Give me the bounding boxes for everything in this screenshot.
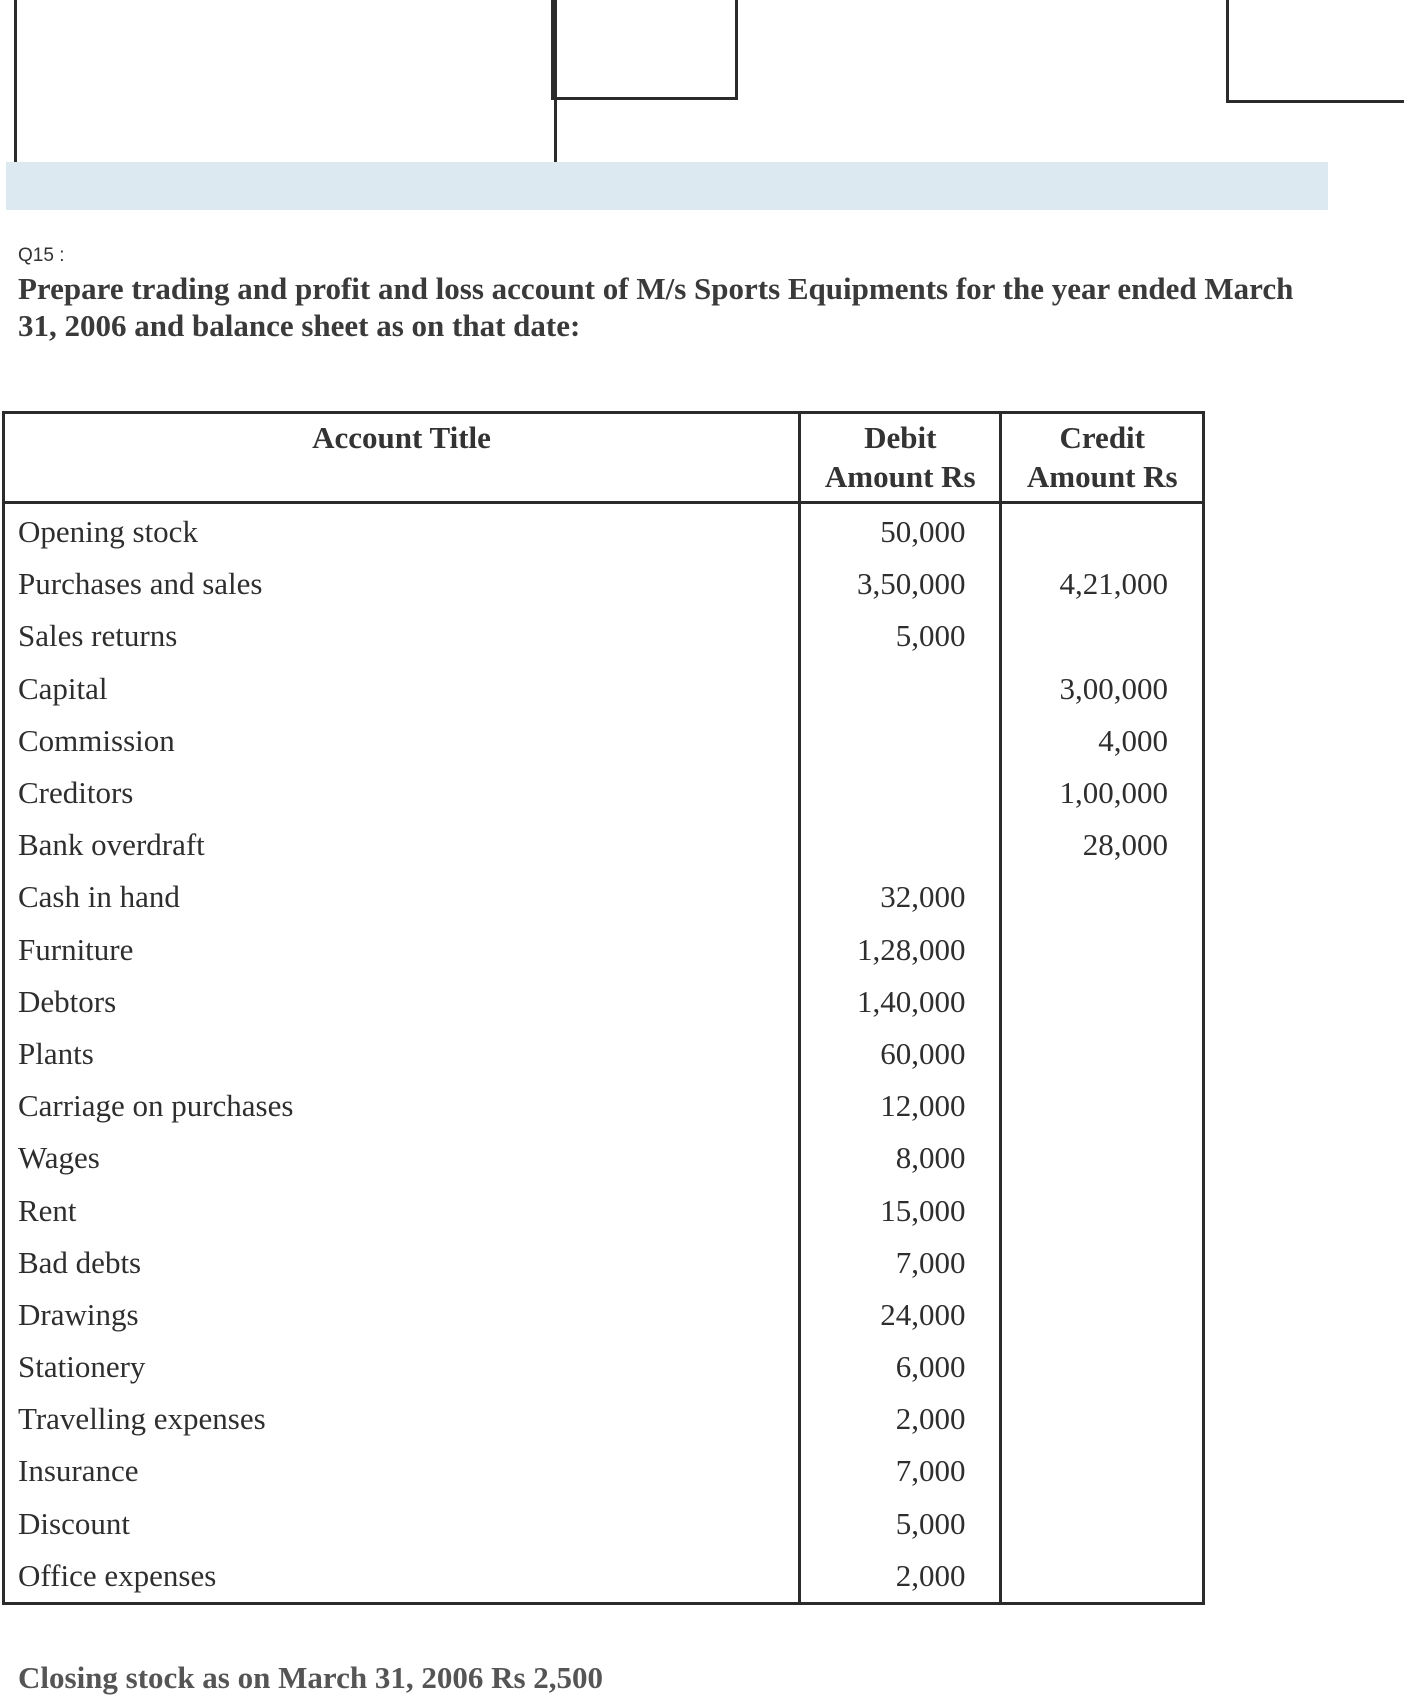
credit-amount-cell: [1001, 1028, 1204, 1080]
account-title-cell: Travelling expenses: [4, 1393, 800, 1445]
debit-amount-cell: 6,000: [799, 1341, 1001, 1393]
debit-amount-cell: 3,50,000: [799, 558, 1001, 610]
credit-amount-cell: 4,21,000: [1001, 558, 1204, 610]
table-body: [4, 503, 1204, 1604]
account-title-cell: Bank overdraft: [4, 819, 800, 871]
credit-amount-cell: 1,00,000: [1001, 767, 1204, 819]
credit-amount-cell: [1001, 871, 1204, 923]
table-row: [4, 503, 1204, 559]
table-row: [4, 1289, 1204, 1341]
header-account-title-text: Account Title: [312, 420, 491, 455]
account-title-cell: Furniture: [4, 924, 800, 976]
account-title-cell: Drawings: [4, 1289, 800, 1341]
credit-amount-cell: [1001, 1498, 1204, 1550]
table-row: [4, 1393, 1204, 1445]
account-title-cell: Commission: [4, 715, 800, 767]
table-row: [4, 871, 1204, 923]
credit-amount-cell: [1001, 1184, 1204, 1236]
debit-amount-cell: 50,000: [799, 503, 1001, 559]
account-title-cell: Cash in hand: [4, 871, 800, 923]
table-row: [4, 610, 1204, 662]
debit-amount-cell: 7,000: [799, 1445, 1001, 1497]
header-account-title: [4, 413, 800, 503]
top-frame-left: [14, 0, 557, 162]
table-row: [4, 819, 1204, 871]
header-debit-line1: Debit: [864, 420, 937, 455]
account-title-cell: Bad debts: [4, 1237, 800, 1289]
credit-amount-cell: [1001, 1550, 1204, 1604]
account-title-cell: Office expenses: [4, 1550, 800, 1604]
debit-amount-cell: [799, 715, 1001, 767]
credit-amount-cell: [1001, 1445, 1204, 1497]
credit-amount-cell: 3,00,000: [1001, 663, 1204, 715]
credit-amount-cell: [1001, 1132, 1204, 1184]
account-title-cell: Purchases and sales: [4, 558, 800, 610]
account-title-cell: Plants: [4, 1028, 800, 1080]
debit-amount-cell: 8,000: [799, 1132, 1001, 1184]
credit-amount-cell: 4,000: [1001, 715, 1204, 767]
credit-amount-cell: [1001, 976, 1204, 1028]
section-band: [6, 162, 1328, 210]
table-row: [4, 924, 1204, 976]
table-row: [4, 1550, 1204, 1604]
credit-amount-cell: [1001, 1289, 1204, 1341]
account-title-cell: Capital: [4, 663, 800, 715]
credit-amount-cell: [1001, 610, 1204, 662]
debit-amount-cell: [799, 819, 1001, 871]
debit-amount-cell: 1,28,000: [799, 924, 1001, 976]
table-row: [4, 663, 1204, 715]
table-row: [4, 715, 1204, 767]
debit-amount-cell: 60,000: [799, 1028, 1001, 1080]
debit-amount-cell: 2,000: [799, 1550, 1001, 1604]
account-title-cell: Insurance: [4, 1445, 800, 1497]
account-title-cell: Wages: [4, 1132, 800, 1184]
question-text: Prepare trading and profit and loss account of M/s Sports Equipments for the year ended March 31, 2006 and balance sheet as on that date:: [18, 271, 1294, 343]
question-label: Q15 :: [18, 245, 65, 266]
header-credit: [1001, 413, 1204, 503]
table-row: [4, 1445, 1204, 1497]
account-title-cell: Stationery: [4, 1341, 800, 1393]
debit-amount-cell: 2,000: [799, 1393, 1001, 1445]
credit-amount-cell: [1001, 1237, 1204, 1289]
debit-amount-cell: [799, 663, 1001, 715]
table-row: [4, 1080, 1204, 1132]
table-header-row: [4, 413, 1204, 503]
closing-stock-note: Closing stock as on March 31, 2006 Rs 2,500: [18, 1660, 604, 1695]
table-row: [4, 767, 1204, 819]
credit-amount-cell: [1001, 1080, 1204, 1132]
account-title-cell: Sales returns: [4, 610, 800, 662]
top-frame-middle: [551, 0, 738, 100]
table-row: [4, 976, 1204, 1028]
debit-amount-cell: 1,40,000: [799, 976, 1001, 1028]
debit-amount-cell: 5,000: [799, 1498, 1001, 1550]
table-row: [4, 1237, 1204, 1289]
header-debit: [799, 413, 1001, 503]
debit-amount-cell: 32,000: [799, 871, 1001, 923]
table-row: [4, 1132, 1204, 1184]
account-title-cell: Carriage on purchases: [4, 1080, 800, 1132]
header-credit-line2: Amount Rs: [1026, 459, 1178, 494]
table-row: [4, 1028, 1204, 1080]
credit-amount-cell: [1001, 1341, 1204, 1393]
header-debit-line2: Amount Rs: [824, 459, 976, 494]
account-title-cell: Rent: [4, 1184, 800, 1236]
debit-amount-cell: 15,000: [799, 1184, 1001, 1236]
account-title-cell: Opening stock: [4, 503, 800, 559]
top-frame-right: [1226, 0, 1404, 103]
credit-amount-cell: [1001, 924, 1204, 976]
credit-amount-cell: [1001, 1393, 1204, 1445]
account-title-cell: Discount: [4, 1498, 800, 1550]
table-row: [4, 1498, 1204, 1550]
table-row: [4, 1184, 1204, 1236]
credit-amount-cell: [1001, 503, 1204, 559]
credit-amount-cell: 28,000: [1001, 819, 1204, 871]
debit-amount-cell: 5,000: [799, 610, 1001, 662]
account-title-cell: Debtors: [4, 976, 800, 1028]
table-row: [4, 558, 1204, 610]
table-row: [4, 1341, 1204, 1393]
debit-amount-cell: 24,000: [799, 1289, 1001, 1341]
debit-amount-cell: 7,000: [799, 1237, 1001, 1289]
debit-amount-cell: 12,000: [799, 1080, 1001, 1132]
debit-amount-cell: [799, 767, 1001, 819]
header-credit-line1: Credit: [1059, 420, 1145, 455]
account-title-cell: Creditors: [4, 767, 800, 819]
trial-balance-table: [2, 411, 1205, 1605]
